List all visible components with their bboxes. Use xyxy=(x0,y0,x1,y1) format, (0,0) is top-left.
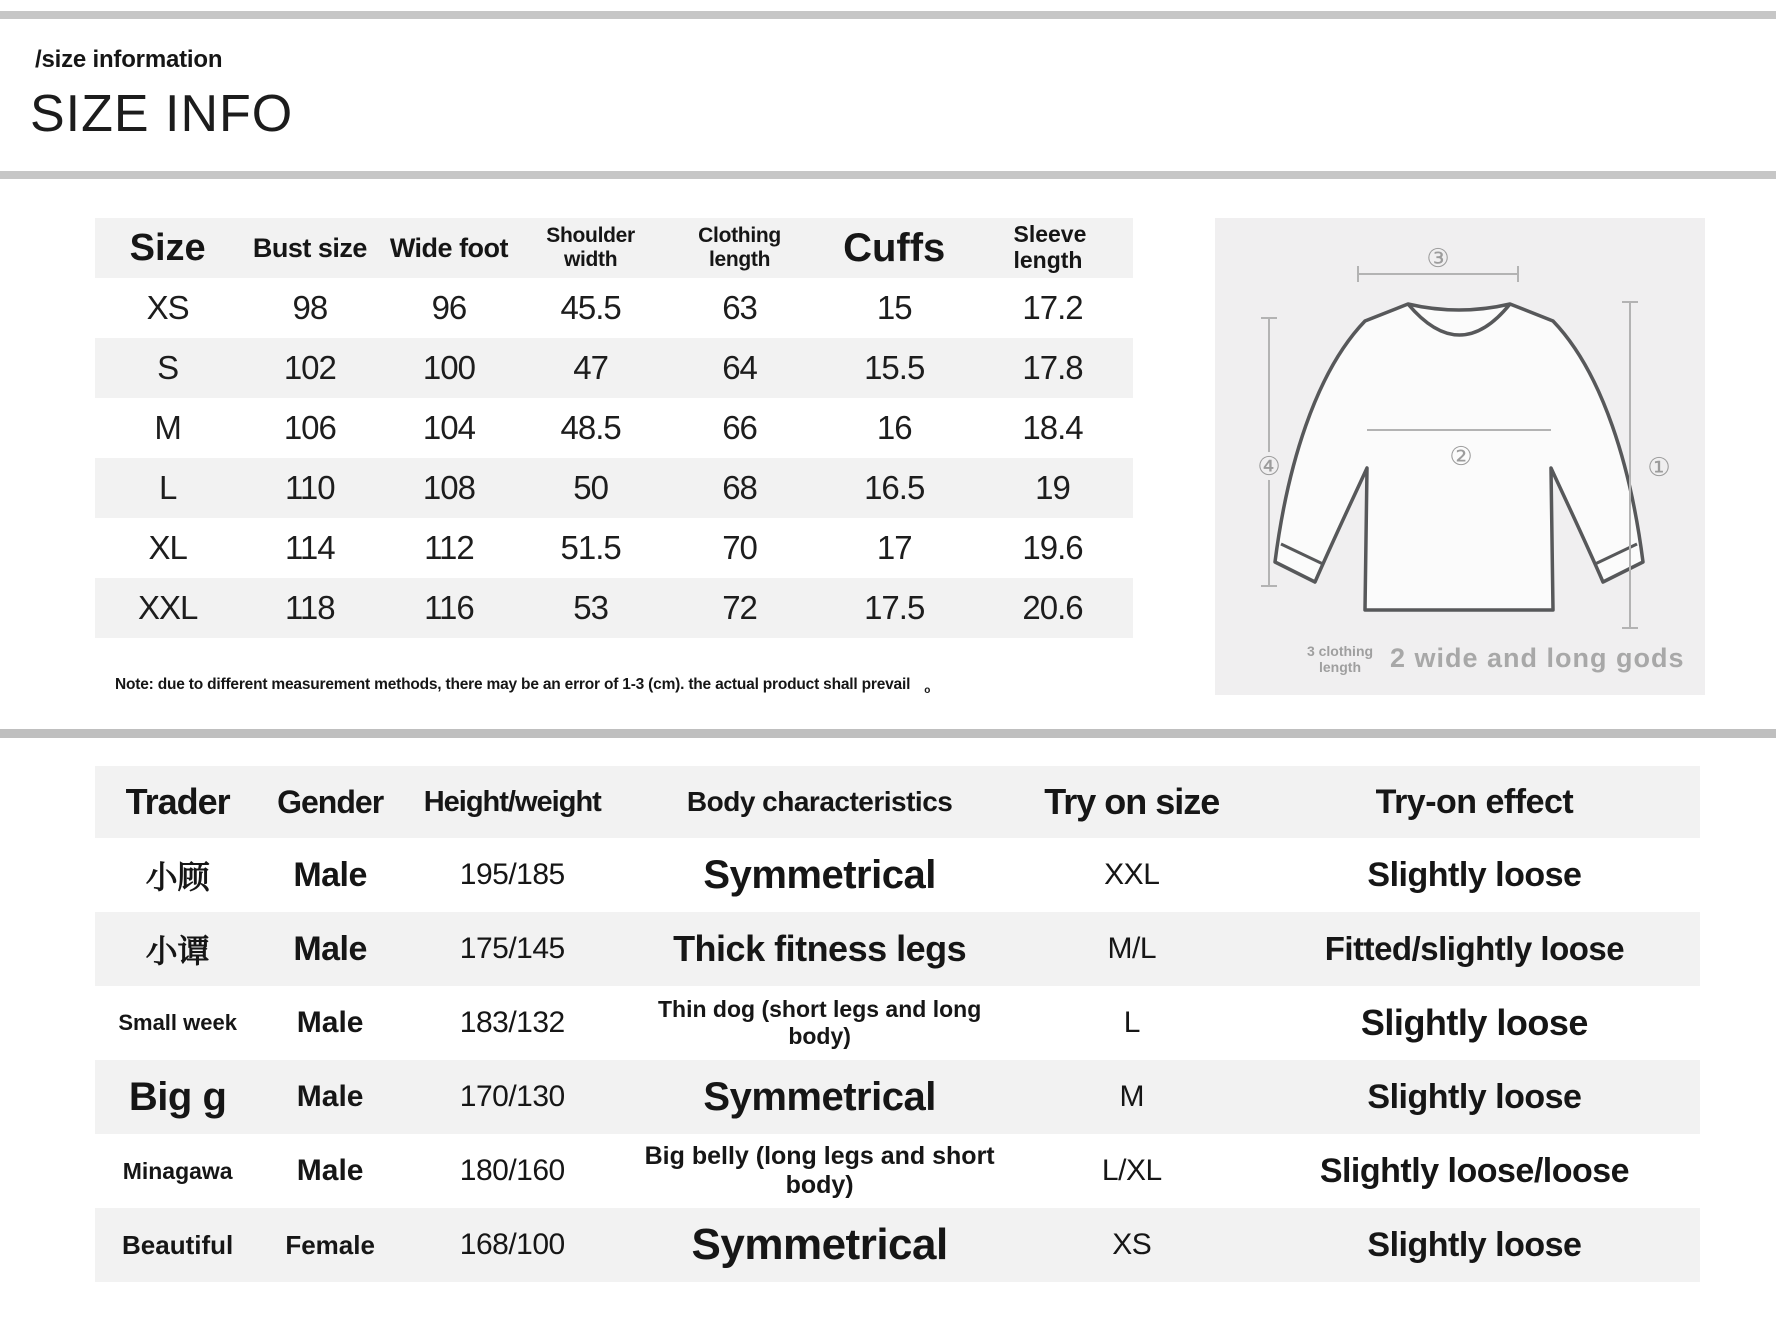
size-row-s-bust: 102 xyxy=(240,338,379,398)
tryon-row2-trader: 小谭 xyxy=(95,912,260,986)
size-row-s-cuffs: 15.5 xyxy=(816,338,972,398)
size-row-xs-bust: 98 xyxy=(292,289,328,326)
tryon-row3-heightweight: 183/132 xyxy=(459,1006,565,1039)
tryon-row4-trader: Big g xyxy=(95,1060,260,1134)
tryon-row1-gender: Male xyxy=(293,855,367,894)
size-row-xxl-sleeve: 20.6 xyxy=(972,578,1133,638)
tryon-row6-body: Symmetrical xyxy=(625,1208,1015,1282)
tryon-row6-gender: Female xyxy=(260,1208,400,1282)
tryon-header-effect: Try-on effect xyxy=(1249,766,1700,838)
section-divider xyxy=(0,729,1776,738)
page-title: SIZE INFO xyxy=(30,85,294,143)
size-row-l-cuffs: 16.5 xyxy=(816,458,972,518)
marker-4-sleeve: ④ xyxy=(1257,451,1281,481)
tryon-header-heightweight: Height/weight xyxy=(400,766,625,838)
tryon-row2-body: Thick fitness legs xyxy=(625,912,1015,986)
size-table-header-sleeve: Sleeve length xyxy=(972,218,1133,278)
tryon-header-gender: Gender xyxy=(260,766,400,838)
size-row-s-clothing: 64 xyxy=(663,338,817,398)
size-row-s-sleeve: 17.8 xyxy=(972,338,1133,398)
tryon-row2-heightweight: 175/145 xyxy=(400,912,625,986)
sweater-outline-drawing xyxy=(1215,218,1705,695)
measurement-note-text: Note: due to different measurement methods, there may be an error of 1-3 (cm). the actual product shall prevail xyxy=(115,676,911,693)
tryon-row2-gender: Male xyxy=(260,912,400,986)
tryon-row3-gender: Male xyxy=(296,1006,364,1039)
size-row-xs-sleeve: 17.2 xyxy=(1022,289,1083,326)
tryon-row6-trader: Beautiful xyxy=(95,1208,260,1282)
size-row-l-shoulder: 50 xyxy=(518,458,662,518)
tryon-row3-body: Thin dog (short legs and long body) xyxy=(658,996,982,1049)
size-row-xl-shoulder: 51.5 xyxy=(560,529,621,566)
tryon-row6-size: XS xyxy=(1015,1208,1249,1282)
size-row-m-cuffs: 16 xyxy=(876,409,912,446)
size-table xyxy=(95,218,1133,638)
size-table-header-widefoot: Wide foot xyxy=(379,218,518,278)
size-row-xl-wide: 112 xyxy=(424,529,474,566)
size-row-xs-cuffs: 15 xyxy=(876,289,912,326)
tryon-row5-heightweight: 180/160 xyxy=(459,1154,565,1187)
tryon-row1-effect: Slightly loose xyxy=(1367,855,1582,894)
size-row-xs-shoulder: 45.5 xyxy=(560,289,621,326)
size-row-s-shoulder: 47 xyxy=(518,338,662,398)
marker-1-length: ① xyxy=(1647,452,1671,482)
size-table-header-shoulder: Shoulder width xyxy=(518,218,662,278)
tryon-row6-effect: Slightly loose xyxy=(1249,1208,1700,1282)
marker-2-chest: ② xyxy=(1449,441,1473,471)
tryon-row5-gender: Male xyxy=(296,1154,364,1187)
tryon-row2-effect: Fitted/slightly loose xyxy=(1249,912,1700,986)
tryon-row1-heightweight: 195/185 xyxy=(459,858,565,891)
note-suffix-glyph: o xyxy=(924,685,931,696)
tryon-row4-heightweight: 170/130 xyxy=(400,1060,625,1134)
top-divider xyxy=(0,11,1776,19)
size-row-xs-wide: 96 xyxy=(431,289,467,326)
size-row-xs-size: XS xyxy=(146,289,189,326)
size-row-xxl-clothing: 72 xyxy=(663,578,817,638)
tryon-row5-body: Big belly (long legs and short body) xyxy=(644,1142,995,1199)
tryon-row5-size: L/XL xyxy=(1101,1154,1162,1187)
size-row-m-sleeve: 18.4 xyxy=(1022,409,1083,446)
size-row-xl-bust: 114 xyxy=(285,529,335,566)
tryon-row3-effect: Slightly loose xyxy=(1360,1002,1588,1043)
tryon-header-trader: Trader xyxy=(95,766,260,838)
tryon-row2-size: M/L xyxy=(1015,912,1249,986)
measurement-note xyxy=(115,676,930,696)
size-row-m-wide: 104 xyxy=(422,409,475,446)
tryon-row4-gender: Male xyxy=(260,1060,400,1134)
size-row-m-shoulder: 48.5 xyxy=(560,409,621,446)
size-row-xxl-cuffs: 17.5 xyxy=(816,578,972,638)
size-row-xxl-size: XXL xyxy=(95,578,240,638)
size-row-s-wide: 100 xyxy=(379,338,518,398)
size-row-s-size: S xyxy=(95,338,240,398)
size-row-xs-clothing: 63 xyxy=(722,289,757,326)
tryon-table xyxy=(95,766,1700,1282)
tryon-row5-effect: Slightly loose/loose xyxy=(1319,1151,1630,1190)
tryon-row1-trader: 小顾 xyxy=(145,859,210,895)
size-row-xl-sleeve: 19.6 xyxy=(1022,529,1083,566)
size-row-m-size: M xyxy=(154,409,181,446)
size-row-xxl-bust: 118 xyxy=(240,578,379,638)
title-divider xyxy=(0,171,1776,179)
size-row-l-size: L xyxy=(95,458,240,518)
tryon-row4-size: M xyxy=(1015,1060,1249,1134)
tryon-row1-body: Symmetrical xyxy=(703,852,936,897)
size-row-l-wide: 108 xyxy=(379,458,518,518)
tryon-header-body: Body characteristics xyxy=(625,766,1015,838)
breadcrumb: /size information xyxy=(35,46,223,73)
size-row-l-sleeve: 19 xyxy=(972,458,1133,518)
size-table-header-clothing: Clothing length xyxy=(663,218,817,278)
size-table-header-size: Size xyxy=(95,218,240,278)
size-row-xxl-wide: 116 xyxy=(379,578,518,638)
tryon-row6-heightweight: 168/100 xyxy=(400,1208,625,1282)
marker-3-shoulder: ③ xyxy=(1426,243,1450,273)
tryon-row1-size: XXL xyxy=(1104,858,1160,891)
size-row-l-clothing: 68 xyxy=(663,458,817,518)
size-row-m-bust: 106 xyxy=(283,409,336,446)
tryon-row4-body: Symmetrical xyxy=(625,1060,1015,1134)
size-row-xl-cuffs: 17 xyxy=(876,529,912,566)
size-row-xxl-shoulder: 53 xyxy=(518,578,662,638)
size-table-header-cuffs: Cuffs xyxy=(816,218,972,278)
diagram-caption-large: 2 wide and long gods xyxy=(1390,643,1685,673)
tryon-row5-trader: Minagawa xyxy=(122,1157,233,1184)
size-table-header-bust: Bust size xyxy=(240,218,379,278)
size-row-m-clothing: 66 xyxy=(722,409,757,446)
diagram-caption-small: 3 clothing length xyxy=(1306,643,1374,676)
tryon-header-size: Try on size xyxy=(1015,766,1249,838)
tryon-row4-effect: Slightly loose xyxy=(1249,1060,1700,1134)
size-row-xl-size: XL xyxy=(148,529,187,566)
size-row-l-bust: 110 xyxy=(240,458,379,518)
size-row-xl-clothing: 70 xyxy=(722,529,757,566)
tryon-row3-trader: Small week xyxy=(118,1010,237,1035)
garment-diagram xyxy=(1215,218,1705,695)
tryon-row3-size: L xyxy=(1123,1006,1140,1039)
